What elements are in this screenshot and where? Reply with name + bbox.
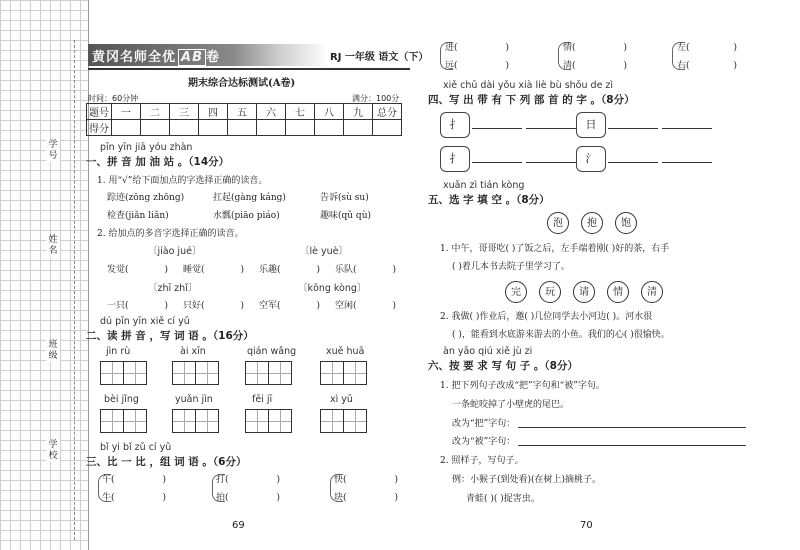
s6-example: 例：小猴子(到处看)(在树上)摘桃子。: [452, 475, 602, 485]
score-table-header-row: [87, 104, 402, 120]
s1-word: 睡觉(: [183, 265, 205, 275]
tian-grid-box[interactable]: [245, 361, 269, 385]
score-cell[interactable]: [141, 120, 170, 136]
option-circle[interactable]: 请: [573, 281, 595, 303]
s1-item[interactable]: 扛起(gàng káng): [213, 193, 286, 203]
s5-q1-line2: ( )着几本书去院子里学习了。: [452, 262, 570, 272]
tian-grid-box[interactable]: [268, 409, 292, 433]
s3-char: 块(: [334, 493, 347, 503]
s6-q1: 1. 把下列句子改成“把”字句和“被”字句。: [440, 381, 605, 391]
table-cell: 六: [257, 104, 286, 120]
radical-box: 日: [576, 112, 606, 138]
s3-paren: ): [505, 43, 510, 53]
tian-grid-box[interactable]: [245, 409, 269, 433]
s3-paren: ): [623, 61, 628, 71]
s1-paren: ): [164, 301, 169, 311]
side-label-name: 姓名: [46, 235, 60, 257]
s1-pinyin: pīn yīn jiā yóu zhàn: [100, 142, 193, 153]
s3-char: 清(: [563, 61, 576, 71]
table-cell: 二: [141, 104, 170, 120]
table-cell: 八: [315, 104, 344, 120]
s6-ba-label: 改为“把”字句：: [452, 419, 516, 429]
s1-word: 空闲(: [335, 301, 357, 311]
score-table-score-row: [87, 120, 402, 136]
ba-answer-line[interactable]: [518, 427, 746, 428]
s1-word: 空军(: [259, 301, 281, 311]
bei-answer-line[interactable]: [518, 445, 746, 446]
score-cell[interactable]: [228, 120, 257, 136]
tian-grid-box[interactable]: [100, 409, 124, 433]
table-cell: 九: [344, 104, 373, 120]
tian-grid-box[interactable]: [172, 409, 196, 433]
s1-paren: ): [240, 301, 245, 311]
s3-char: 午(: [102, 475, 115, 485]
s5-pinyin: xuǎn zì tián kòng: [443, 180, 525, 191]
s1-item[interactable]: 踪迹(zōng zhōng): [107, 193, 185, 203]
score-table: [86, 103, 402, 136]
time-limit: 时间：60分钟: [88, 94, 139, 103]
s3-char: 情(: [563, 43, 576, 53]
s3-paren: ): [276, 475, 281, 485]
s6-blank-sentence[interactable]: 青蛙( )( )捉害虫。: [466, 494, 540, 504]
test-title: 期末综合达标测试(A卷): [188, 78, 296, 89]
answer-line[interactable]: [526, 162, 576, 163]
table-cell: 五: [228, 104, 257, 120]
radical-box: 扌: [440, 146, 470, 172]
s1-word: 乐队(: [335, 265, 357, 275]
option-circle[interactable]: 清: [641, 281, 663, 303]
s2-word-pinyin: bèi jǐng: [104, 394, 139, 405]
table-cell: 七: [286, 104, 315, 120]
s3-char: 右(: [677, 61, 690, 71]
s1-item[interactable]: 检查(jiǎn liǎn): [107, 211, 169, 221]
s2-pinyin: dú pīn yīn xiě cí yǔ: [100, 316, 190, 327]
s3-paren: ): [394, 475, 399, 485]
s1-opts-a1: 〔jiào jué〕: [148, 246, 202, 257]
answer-line[interactable]: [662, 128, 712, 129]
brand-ab: AB: [178, 49, 206, 66]
s1-opts-b2: 〔kōng kòng〕: [298, 283, 367, 294]
s3-pinyin: bǐ yi bǐ zǔ cí yǔ: [100, 442, 172, 453]
score-cell[interactable]: [344, 120, 373, 136]
s2-word-pinyin: fēi jī: [252, 394, 273, 405]
s3-paren: ): [276, 493, 281, 503]
s2-title: 二、读 拼 音 ，写 词 语 。（16分）: [86, 330, 254, 342]
option-circle[interactable]: 玩: [539, 281, 561, 303]
answer-line[interactable]: [526, 128, 576, 129]
s3-paren: ): [162, 475, 167, 485]
s4-title: 四、写 出 带 有 下 列 部 首 的 字 。（8分）: [428, 94, 635, 106]
answer-line[interactable]: [662, 162, 712, 163]
radical-box: 扌: [440, 112, 470, 138]
score-cell[interactable]: [199, 120, 228, 136]
tian-grid-box[interactable]: [123, 361, 147, 385]
s6-q2: 2. 照样子，写句子。: [440, 456, 524, 466]
s1-word: 一只(: [107, 301, 129, 311]
score-cell[interactable]: [286, 120, 315, 136]
s2-word-pinyin: ài xīn: [180, 346, 206, 357]
s3-paren: ): [505, 61, 510, 71]
tian-grid-box[interactable]: [320, 361, 344, 385]
s2-word-pinyin: xì yǔ: [330, 394, 353, 405]
s3-char: 远(: [445, 61, 458, 71]
s1-paren: ): [392, 265, 397, 275]
binding-line: [74, 40, 75, 540]
s1-item[interactable]: 趣味(qǔ qù): [320, 211, 371, 221]
s5-title: 五、选 字 填 空 。（8分）: [428, 194, 550, 206]
side-label-student-id: 学号: [46, 140, 60, 162]
s2-word-pinyin: jìn rù: [106, 346, 131, 357]
s6-title: 六、按 要 求 写 句 子 。（8分）: [428, 360, 578, 372]
s3-char: 打(: [216, 475, 229, 485]
score-cell[interactable]: [170, 120, 199, 136]
tian-grid-box[interactable]: [343, 361, 367, 385]
s3-paren: ): [162, 493, 167, 503]
s3-title: 三、比 一 比 ，组 词 语 。（6分）: [86, 456, 247, 468]
score-cell[interactable]: [373, 120, 402, 136]
s3-char: 进(: [445, 43, 458, 53]
grid-margin: [0, 0, 89, 550]
score-cell[interactable]: [112, 120, 141, 136]
tian-grid-box[interactable]: [123, 409, 147, 433]
option-circle[interactable]: 情: [607, 281, 629, 303]
radical-box: 氵: [576, 146, 606, 172]
tian-grid-box[interactable]: [100, 361, 124, 385]
score-cell[interactable]: [257, 120, 286, 136]
s6-sentence: 一条蛇咬掉了小壁虎的尾巴。: [452, 400, 570, 410]
s1-paren: ): [240, 265, 245, 275]
s3-paren: ): [733, 61, 738, 71]
s2-word-pinyin: xuě huā: [326, 346, 365, 357]
answer-line[interactable]: [472, 128, 522, 129]
table-cell: 四: [199, 104, 228, 120]
table-cell: 得分: [87, 120, 112, 136]
book-info: RJ 一年级 语文（下）: [330, 52, 429, 63]
side-label-school: 学校: [46, 440, 60, 462]
option-circle[interactable]: 泡: [547, 212, 569, 234]
s3-paren: ): [733, 43, 738, 53]
tian-grid-box[interactable]: [172, 361, 196, 385]
table-cell: 一: [112, 104, 141, 120]
s3-char: 快(: [334, 475, 347, 485]
s5-q2-line1: 2. 我做( )作业后，邀( )几位同学去小河边( )。河水很: [440, 312, 653, 322]
s1-item[interactable]: 告诉(sù su): [320, 193, 369, 203]
tian-grid-box[interactable]: [268, 361, 292, 385]
s3-paren: ): [394, 493, 399, 503]
s1-paren: ): [316, 265, 321, 275]
page-number-right: 70: [580, 520, 593, 531]
s3-char: 牛(: [102, 493, 115, 503]
tian-grid-box[interactable]: [195, 409, 219, 433]
full-score: 满分：100分: [352, 94, 400, 103]
s1-title: 一、拼 音 加 油 站 。（14分）: [86, 156, 230, 168]
answer-line[interactable]: [608, 162, 658, 163]
s1-item[interactable]: 水瓢(piāo piáo): [213, 211, 280, 221]
brand-logo: [92, 46, 220, 65]
answer-line[interactable]: [472, 162, 522, 163]
tian-grid-box[interactable]: [195, 361, 219, 385]
s6-bei-label: 改为“被”字句：: [452, 437, 516, 447]
brand-name: 黄冈名师全优: [92, 50, 177, 65]
side-label-class: 班级: [46, 340, 60, 362]
s4-pinyin: xiě chū dài yǒu xià liè bù shǒu de zì: [443, 80, 614, 91]
tian-grid-box[interactable]: [343, 409, 367, 433]
s1-opts-a2: 〔lè yuè〕: [300, 246, 348, 257]
s3-char: 左(: [677, 43, 690, 53]
s1-paren: ): [164, 265, 169, 275]
s1-opts-b1: 〔zhī zhǐ〕: [148, 283, 198, 294]
s2-word-pinyin: yuǎn jìn: [175, 394, 213, 405]
s1-word: 乐趣(: [259, 265, 281, 275]
answer-line[interactable]: [608, 128, 658, 129]
s6-pinyin: àn yāo qiú xiě jù zi: [443, 346, 533, 357]
tian-grid-box[interactable]: [320, 409, 344, 433]
option-circle[interactable]: 抱: [581, 212, 603, 234]
s5-q2-line2: ( )，能看到水底游来游去的小鱼。我们的心( )很愉快。: [452, 330, 670, 340]
score-cell[interactable]: [315, 120, 344, 136]
brand-suffix: 卷: [206, 50, 221, 65]
s1-word: 只好(: [183, 301, 205, 311]
table-cell: 三: [170, 104, 199, 120]
s1-paren: ): [316, 301, 321, 311]
s1-word: 发觉(: [107, 265, 129, 275]
s2-word-pinyin: qián wǎng: [247, 346, 297, 357]
table-cell: 总分: [373, 104, 402, 120]
s5-q1-line1: 1. 中午，哥哥吃( )了饭之后，左手端着刚( )好的茶，右手: [440, 244, 670, 254]
s1-q1: 1. 用“√”给下面加点的字选择正确的读音。: [97, 176, 268, 186]
page-number-left: 69: [232, 520, 245, 531]
s3-char: 拍(: [216, 493, 229, 503]
s3-paren: ): [623, 43, 628, 53]
s1-q2: 2. 给加点的多音字选择正确的读音。: [97, 229, 244, 239]
header-rule: [88, 68, 410, 70]
s1-paren: ): [392, 301, 397, 311]
table-cell: 题号: [87, 104, 112, 120]
option-circle[interactable]: 饱: [615, 212, 637, 234]
option-circle[interactable]: 完: [505, 281, 527, 303]
